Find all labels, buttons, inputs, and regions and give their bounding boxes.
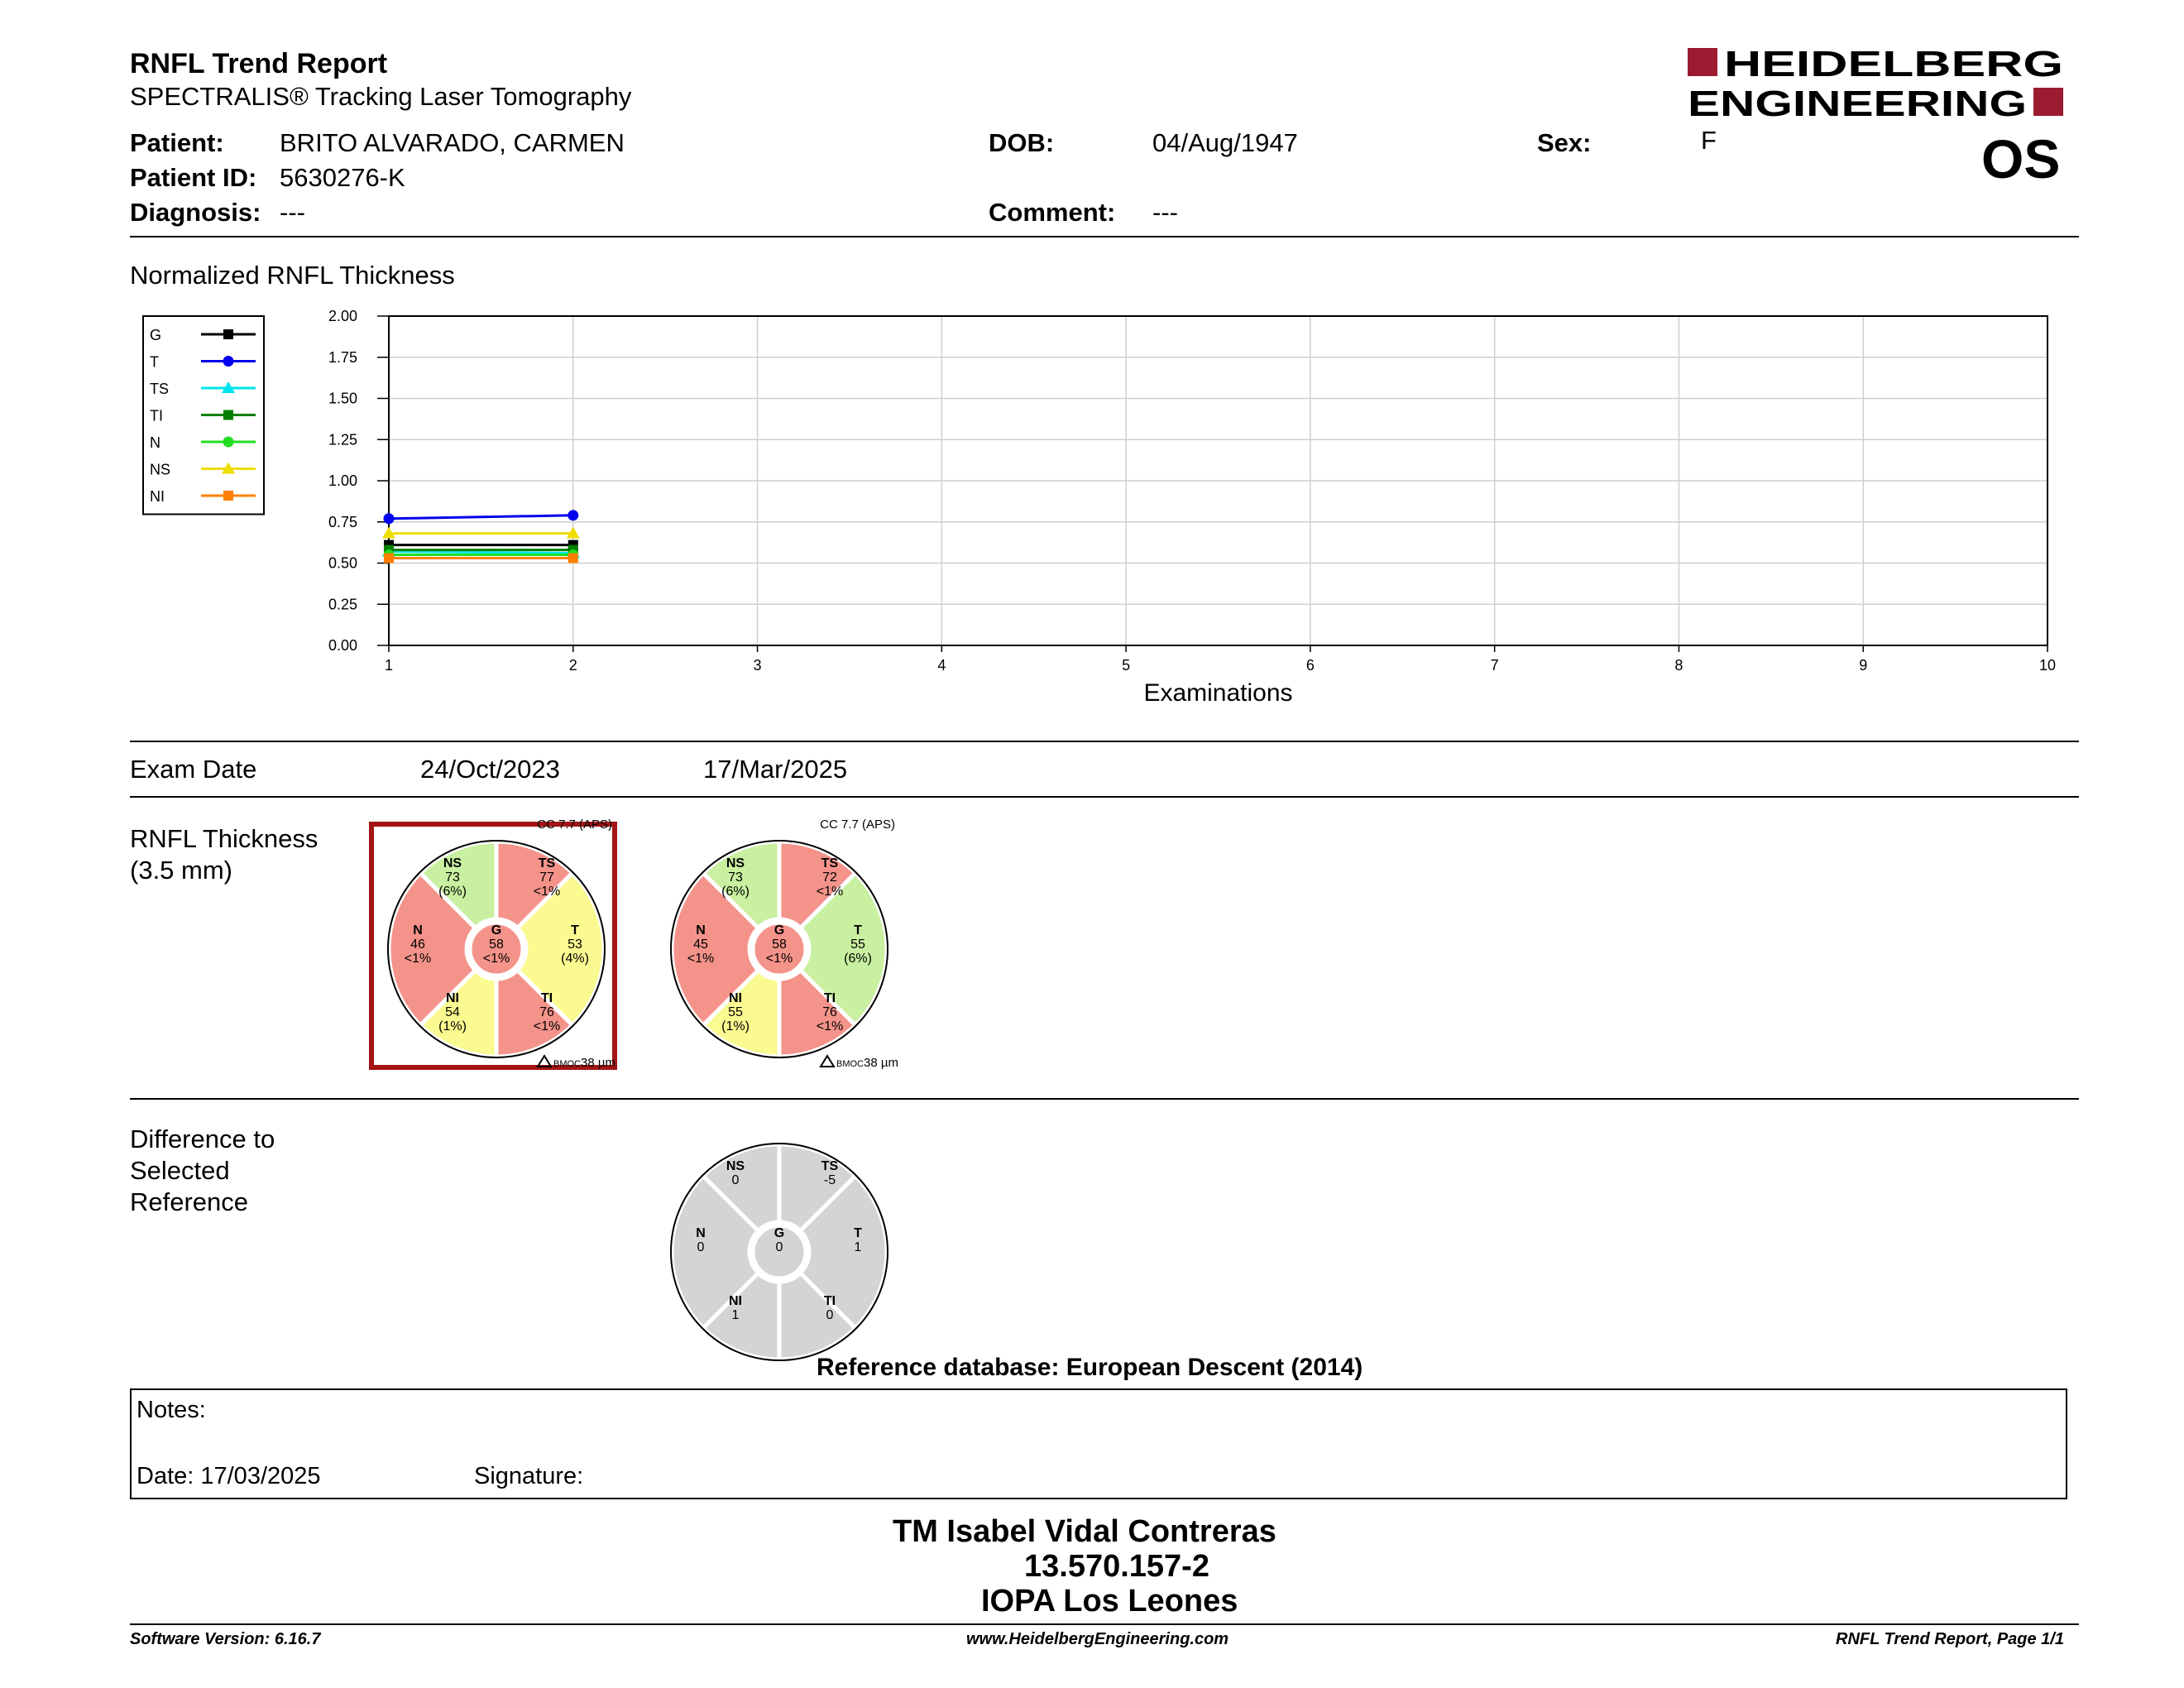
notes-label: Notes: [136,1397,206,1423]
sector-name-g: G [774,1226,785,1240]
sector-value-ns: 73 [728,870,743,885]
sector-pct-g: <1% [765,952,793,966]
sector-pct-g: <1% [482,952,510,966]
delta-icon [821,1056,834,1067]
sector-name-ts: TS [821,1159,839,1173]
chart-xtick-label: 8 [1674,657,1684,674]
legend-marker-t [223,356,234,367]
chart-legend [143,316,264,515]
sector-pct-ts: <1% [533,885,561,899]
chart-xtick-label: 4 [937,657,946,674]
sector-name-ti: TI [540,991,553,1005]
sector-name-n: N [413,923,423,938]
chart-xtick-label: 6 [1305,657,1315,674]
series-point-ni [384,554,394,563]
sector-pct-n: <1% [687,952,715,966]
legend-marker-ni [223,491,233,501]
rnfl-pie-exam-2 [655,818,903,1073]
sector-name-n: N [696,1226,706,1240]
dob-value: 04/Aug/1947 [1152,128,1298,157]
chart-ytick-label: 1.25 [328,431,357,448]
sex-value: F [1701,126,1717,155]
difference-label [130,1124,275,1218]
sector-value-t: 55 [850,938,865,952]
website-link[interactable]: www.HeidelbergEngineering.com [966,1630,1229,1648]
legend-marker-n [223,437,234,448]
sector-name-ns: NS [726,856,745,870]
chart-title: Normalized RNFL Thickness [130,261,455,290]
divider-chart [130,741,2079,742]
page-indicator: RNFL Trend Report, Page 1/1 [1836,1630,2064,1648]
sector-value-ts: -5 [823,1173,836,1187]
legend-marker-g [223,329,233,339]
chart-xtick-label: 5 [1122,657,1131,674]
sector-value-t: 53 [568,938,582,952]
sector-name-ts: TS [821,856,839,870]
difference-label-line1: Difference to [130,1125,275,1153]
comment-label: Comment: [989,198,1116,227]
bmoc-value: 38 µm [864,1056,898,1070]
legend-marker-ti [223,410,233,420]
chart-xtick-label: 10 [2038,657,2057,674]
cc-label: CC 7.7 (APS) [537,818,612,832]
difference-pie [655,1128,903,1376]
chart-xtick-label: 2 [568,657,577,674]
rnfl-pie-exam-1 [372,818,620,1073]
trend-chart [124,298,2068,720]
sector-pct-ni: (1%) [721,1019,750,1033]
sector-name-ts: TS [538,856,556,870]
series-line-ts [389,552,573,554]
exam-date-1: 24/Oct/2023 [420,755,560,784]
sector-pct-t: (4%) [561,952,589,966]
sector-pct-ns: (6%) [438,885,467,899]
legend-label-ts: TS [150,381,170,397]
diagnosis-label: Diagnosis: [130,198,261,227]
series-line-t [389,516,573,519]
patient-label: Patient: [130,128,224,157]
divider-thickness [130,1098,2079,1100]
sector-pct-ti: <1% [533,1019,561,1033]
sector-value-g: 0 [775,1240,783,1254]
rnfl-thickness-label [130,823,318,886]
logo-square-top [1688,48,1717,76]
sector-value-ns: 0 [731,1173,740,1187]
chart-ytick-label: 2.00 [328,308,357,324]
legend-label-ni: NI [150,488,165,505]
legend-label-g: G [150,327,162,343]
sector-value-n: 46 [410,938,425,952]
sector-value-ti: 76 [822,1005,837,1019]
series-point-t [384,513,395,524]
signature-org: IOPA Los Leones [981,1584,1238,1618]
sector-value-ts: 72 [822,870,837,885]
chart-xtick-label: 9 [1859,657,1868,674]
chart-ytick-label: 1.00 [328,472,357,489]
series-point-t [568,510,578,520]
report-subtitle: SPECTRALIS® Tracking Laser Tomography [130,82,632,111]
sector-name-g: G [774,923,785,938]
sector-name-ns: NS [443,856,462,870]
dob-label: DOB: [989,128,1055,157]
sector-value-ts: 77 [539,870,554,885]
chart-ytick-label: 1.50 [328,390,357,407]
logo-text-line2: ENGINEERING [1688,84,2027,122]
signature-id: 13.570.157-2 [1024,1549,1209,1584]
notes-signature: Signature: [474,1463,584,1489]
legend-label-ti: TI [150,407,163,424]
chart-xtick-label: 1 [384,657,394,674]
patient-id-label: Patient ID: [130,163,257,192]
bmoc-value: 38 µm [581,1056,615,1070]
sector-value-ti: 0 [826,1308,834,1322]
sector-value-g: 58 [772,938,787,952]
logo-square-bottom [2033,88,2063,116]
comment-value: --- [1152,198,1178,227]
legend-label-t: T [150,353,159,371]
chart-ytick-label: 0.50 [328,554,357,572]
report-title: RNFL Trend Report [130,48,388,79]
sector-value-n: 45 [693,938,708,952]
sector-name-ti: TI [823,991,836,1005]
software-version: Software Version: 6.16.7 [130,1630,321,1648]
diagnosis-value: --- [280,198,305,227]
sector-value-ni: 55 [728,1005,743,1019]
chart-ytick-label: 0.00 [328,637,357,654]
chart-xtick-label: 3 [753,657,762,674]
logo-text-line1: HEIDELBERG [1724,44,2063,84]
notes-box[interactable] [130,1388,2067,1499]
reference-database: Reference database: European Descent (2014) [817,1354,1363,1381]
eye-indicator: OS [1981,128,2061,189]
sector-pct-ni: (1%) [438,1019,467,1033]
divider-dates [130,796,2079,798]
bmoc-label: BMOC [836,1059,864,1069]
chart-plot-area [328,308,2056,707]
delta-icon [538,1056,551,1067]
sector-name-ni: NI [729,1294,742,1308]
sector-name-t: T [854,1226,862,1240]
difference-label-line2: Selected [130,1156,230,1185]
sector-name-n: N [696,923,706,938]
chart-ytick-label: 0.25 [328,596,357,613]
exam-date-label: Exam Date [130,755,257,784]
chart-ytick-label: 0.75 [328,513,357,530]
sector-name-ni: NI [446,991,459,1005]
sector-pct-ts: <1% [816,885,844,899]
sector-pct-t: (6%) [844,952,872,966]
sector-value-ni: 54 [445,1005,460,1019]
legend-label-n: N [150,434,160,451]
sex-label: Sex: [1537,128,1592,157]
series-point-ni [568,554,578,563]
divider-footer [130,1623,2079,1625]
sector-name-t: T [854,923,862,938]
sector-value-ni: 1 [731,1308,740,1322]
sector-pct-ns: (6%) [721,885,750,899]
sector-value-ns: 73 [445,870,460,885]
sector-pct-ti: <1% [816,1019,844,1033]
patient-id-value: 5630276-K [280,163,405,192]
cc-label: CC 7.7 (APS) [820,818,895,832]
legend-label-ns: NS [150,461,171,478]
sector-value-n: 0 [697,1240,705,1254]
difference-label-line3: Reference [130,1187,249,1216]
chart-ytick-label: 1.75 [328,348,357,366]
chart-xtick-label: 7 [1490,657,1499,674]
rnfl-thickness-label-line2: (3.5 mm) [130,856,232,885]
sector-name-t: T [571,923,579,938]
notes-date: Date: 17/03/2025 [136,1463,321,1489]
chart-xlabel: Examinations [1143,679,1293,707]
rnfl-thickness-label-line1: RNFL Thickness [130,824,318,853]
heidelberg-logo [1688,43,2068,122]
sector-value-t: 1 [854,1240,862,1254]
exam-date-2: 17/Mar/2025 [703,755,848,784]
sector-name-ns: NS [726,1159,745,1173]
sector-name-g: G [491,923,502,938]
sector-pct-n: <1% [404,952,432,966]
divider-header [130,236,2079,237]
patient-value: BRITO ALVARADO, CARMEN [280,128,625,157]
signature-name: TM Isabel Vidal Contreras [893,1514,1276,1549]
sector-value-ti: 76 [539,1005,554,1019]
bmoc-label: BMOC [553,1059,581,1069]
sector-value-g: 58 [489,938,504,952]
sector-name-ti: TI [823,1294,836,1308]
sector-name-ni: NI [729,991,742,1005]
